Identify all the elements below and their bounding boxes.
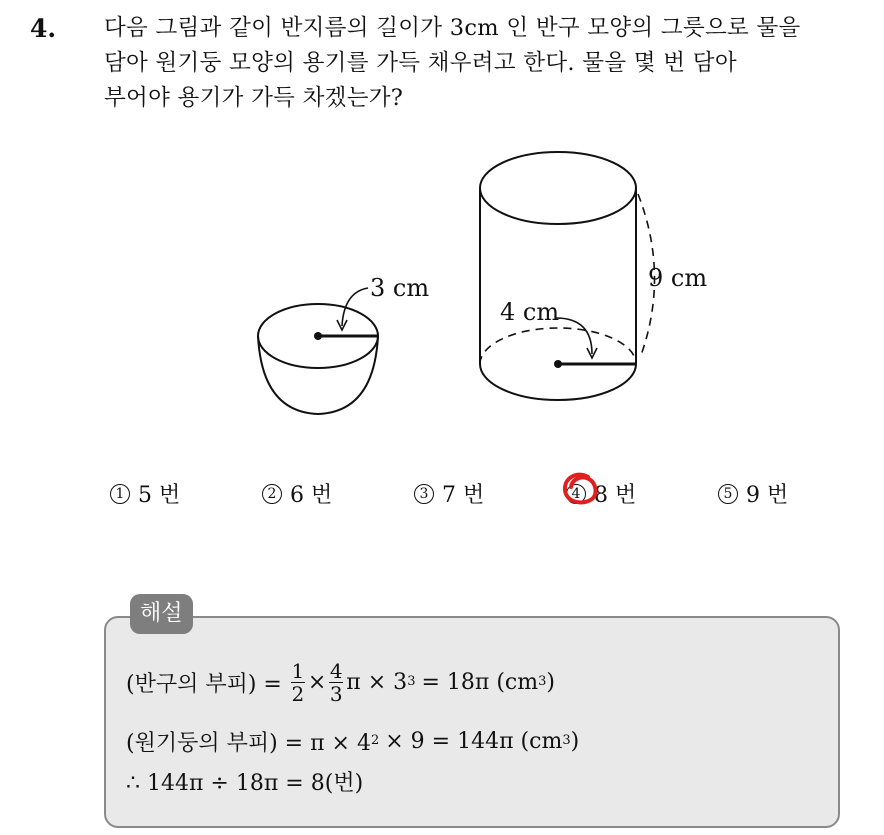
choice-5[interactable] (718, 478, 788, 509)
choice-number-4: 4 (566, 484, 586, 504)
choice-number-1: 1 (110, 484, 130, 504)
cylinder-bottom-back (480, 328, 636, 364)
choice-label-2: 6 번 (290, 483, 333, 508)
answer-choices (110, 478, 830, 518)
choice-3[interactable] (414, 478, 484, 509)
choice-label-5: 9 번 (746, 483, 789, 508)
question-line-3: 부어야 용기가 가득 차겠는가? (104, 85, 404, 111)
choice-1[interactable] (110, 478, 180, 509)
choice-label-4: 8 번 (594, 483, 637, 508)
choice-2[interactable] (262, 478, 332, 509)
expl-fraction-1 (291, 660, 305, 705)
expl-line2-close: ) (570, 728, 580, 754)
question-line-2: 담아 원기둥 모양의 용기를 가득 채우려고 한다. 물을 몇 번 담아 (104, 50, 737, 76)
expl-line2-mid: × 9 = 144π (cm (385, 728, 563, 754)
choice-number-3: 3 (414, 484, 434, 504)
expl-line1-close: ) (546, 669, 555, 695)
question-number: 4. (30, 14, 57, 43)
explanation-line-2: (원기둥의 부피) = π × 4 2 × 9 = 144π (cm 3 ) (126, 724, 579, 758)
expl-line1-result: = 18π (cm (421, 669, 539, 695)
expl-line3: ∴ 144π ÷ 18π = 8(번) (126, 770, 364, 796)
explanation-line-1: (반구의 부피) = $\frac{1}{2}$ × $\frac{4}{3}$ π × 3 3 = 18π (cm 3 ) (126, 658, 555, 706)
figure (240, 150, 720, 420)
expl-fraction-1-num: 1 (291, 658, 305, 683)
choice-number-2: 2 (262, 484, 282, 504)
answer-mark-icon (560, 469, 600, 509)
cylinder-height-label: 9 cm (648, 264, 708, 292)
expl-times: × (307, 669, 327, 695)
hemisphere-radius-pointer (342, 288, 368, 326)
cylinder-radius-label: 4 cm (500, 298, 560, 326)
explanation-line-3 (126, 764, 363, 798)
question-text (104, 11, 864, 116)
expl-line1-prefix: (반구의 부피) = (126, 671, 282, 697)
question-line-1: 다음 그림과 같이 반지름의 길이가 3cm 인 반구 모양의 그릇으로 물을 (104, 15, 801, 41)
choice-number-5: 5 (718, 484, 738, 504)
hemisphere (258, 288, 378, 414)
figure-drawing (240, 150, 720, 420)
hemisphere-bowl (258, 336, 378, 414)
choice-label-1: 5 번 (138, 483, 181, 508)
explanation-title: 해설 (130, 594, 193, 634)
hemisphere-radius-label: 3 cm (370, 274, 430, 302)
choice-label-3: 7 번 (442, 483, 485, 508)
cylinder (480, 152, 655, 400)
expl-fraction-1-den: 2 (291, 681, 305, 706)
choice-4[interactable] (566, 478, 636, 509)
expl-fraction-2 (329, 660, 343, 705)
hemisphere-center (314, 332, 322, 340)
expl-line1-mid: π × 3 (346, 669, 408, 695)
expl-fraction-2-num: 4 (329, 658, 343, 683)
expl-fraction-2-den: 3 (329, 681, 343, 706)
cylinder-center (554, 360, 562, 368)
cylinder-top (480, 152, 636, 224)
cylinder-bottom-front (480, 364, 636, 400)
expl-line2-prefix: (원기둥의 부피) = π × 4 (126, 730, 371, 756)
